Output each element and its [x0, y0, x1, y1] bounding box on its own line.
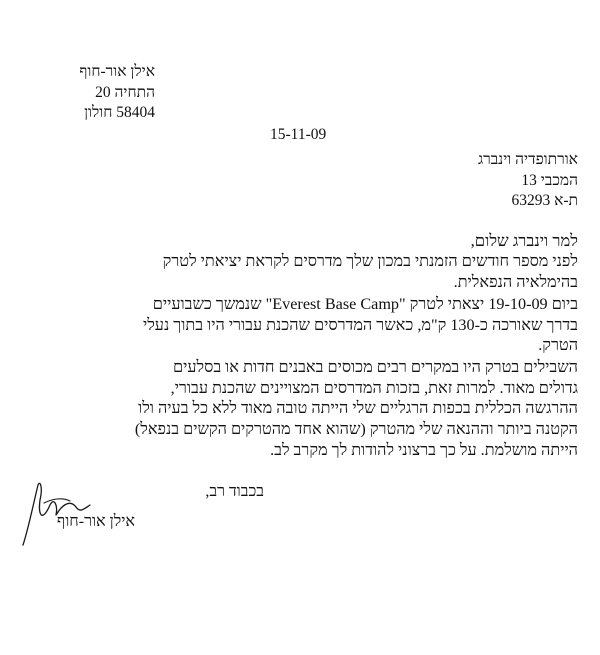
recipient-name: אורתופדיה וינברג: [477, 151, 578, 168]
recipient-city: ת-א 63293: [511, 192, 578, 209]
sender-address: [79, 62, 155, 124]
recipient-street: המכבי 13: [521, 171, 578, 189]
closing-salutation: בכבוד רב,: [205, 483, 264, 500]
paragraph-line: ביום 19-10-09 יצאתי לטרק "Everest Base Camp" שנמשך כשבועיים: [152, 295, 578, 313]
recipient-address: [478, 150, 578, 212]
paragraph-line: בהימלאיה הנפאלית.: [453, 272, 578, 291]
paragraph-line: הייתה מושלמת. על כך ברצוני להודות לך מקרב לב.: [270, 440, 578, 459]
paragraph-line: לפני מספר חודשים הזמנתי במכון שלך מדרסים לקראת יציאתי לטרק: [162, 252, 578, 270]
paragraph-3: [18, 357, 578, 461]
sender-city: 58404 חולון: [84, 104, 155, 121]
paragraph-line: ההרגשה הכללית בכפות הרגליים שלי הייתה טובה מאוד ללא כל בעיה ולו: [138, 399, 578, 418]
paragraph-line: הטרק.: [538, 336, 578, 355]
paragraph-line: גדולים מאוד. למרות זאת, בזכות המדרסים המצויינים שהכנת עבורי,: [170, 378, 578, 397]
paragraph-1: [18, 251, 578, 292]
paragraph-line: השבילים בטרק היו במקרים רבים מכוסים באבנים חדות או בסלעים: [173, 358, 578, 376]
greeting: למר וינברג שלום,: [470, 231, 578, 250]
letter-date: 15-11-09: [270, 126, 327, 143]
paragraph-line: בדרך שאורכה כ-130 ק"מ, כאשר המדרסים שהכנת עבורי היו בתוך נעלי: [142, 315, 578, 334]
sender-name: אילן אור-חוף: [79, 63, 155, 80]
sender-street: התחיה 20: [95, 83, 155, 101]
paragraph-line: הקטנה ביותר וההנאה שלי מהטרק (שהוא אחד מהטרקים הקשים בנפאל): [134, 420, 578, 439]
paragraph-2: [18, 294, 578, 356]
signature-name: אילן אור-חוף: [56, 513, 135, 530]
